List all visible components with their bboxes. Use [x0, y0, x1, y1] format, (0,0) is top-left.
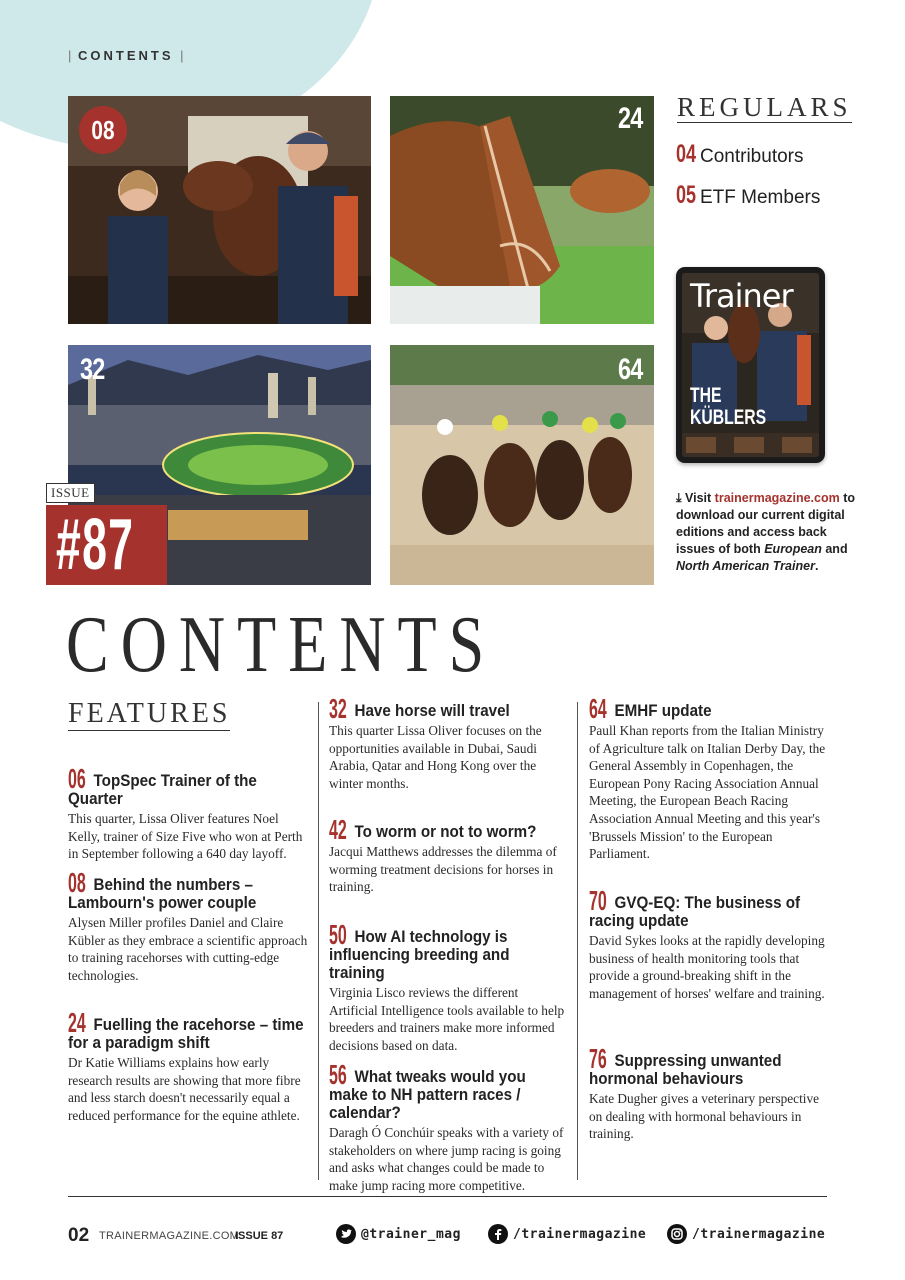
regular-label: Contributors — [700, 146, 804, 167]
instagram-handle: /trainermagazine — [692, 1226, 826, 1242]
tablet-cover-headline: THE KÜBLERS — [690, 384, 767, 429]
regular-page-number: 05 — [676, 181, 697, 209]
footer-issue: ISSUE 87 — [235, 1230, 284, 1242]
issue-number-badge: #87 — [46, 505, 167, 585]
article-06[interactable]: 06 TopSpec Trainer of the Quarter This quarter, Lissa Oliver features Noel Kelly, trainer of Size Five who won at Perth in September following a 640 day layoff. — [68, 763, 303, 862]
article-32[interactable]: 32 Have horse will travel This quarter Lissa Oliver focuses on the opportunities available in Dubai, Saudi Arabia, Qatar and Hong Kong over the winter months. — [329, 693, 542, 791]
column-divider — [577, 702, 578, 1180]
twitter-icon — [336, 1224, 356, 1244]
article-76[interactable]: 76 Suppressing unwanted hormonal behaviours Kate Dugher gives a veterinary perspective on dealing with hormonal behaviours in training. — [589, 1043, 820, 1142]
tablet-cover-title: Trainer — [690, 277, 793, 315]
regulars-title: REGULARS — [677, 92, 852, 122]
regular-label: ETF Members — [700, 187, 821, 208]
article-70[interactable]: 70 GVQ-EQ: The business of racing update David Sykes looks at the rapidly developing business of health monitoring tools that provide a ground-breaking shift in the management of horses' welfare and training. — [589, 885, 825, 1001]
facebook-handle: /trainermagazine — [513, 1226, 647, 1242]
footer-page-number: 02 — [68, 1225, 90, 1246]
page-badge-32: 32 — [80, 353, 105, 386]
issue-label: ISSUE — [46, 483, 95, 503]
photo-beach-racing[interactable] — [390, 345, 654, 585]
social-instagram[interactable] — [667, 1224, 825, 1244]
regular-item-etf-members[interactable] — [676, 181, 820, 210]
photo-trainers-with-horse[interactable] — [68, 96, 371, 324]
website-link[interactable]: trainermagazine.com — [714, 491, 840, 505]
section-header: | CONTENTS | — [68, 48, 184, 63]
facebook-icon — [488, 1224, 508, 1244]
article-50[interactable]: 50 How AI technology is influencing breeding and training Virginia Lisco reviews the different Artificial Intelligence tools available to help breeders and trainers make more informed decisions based on data. — [329, 919, 565, 1053]
article-56[interactable]: 56 What tweaks would you make to NH pattern races / calendar? Daragh Ó Conchúir speaks with a variety of stakeholders on where jump racing is going and asks what changes could be made to make jump racing more competitive. — [329, 1059, 564, 1193]
article-42[interactable]: 42 To worm or not to worm? Jacqui Matthews addresses the dilemma of worming treatment decisions for horses in training. — [329, 814, 557, 895]
regular-page-number: 04 — [676, 140, 697, 168]
page-title: CONTENTS — [66, 601, 497, 689]
column-divider — [318, 702, 319, 1180]
tablet-magazine-cover[interactable] — [676, 267, 825, 463]
page-badge-64: 64 — [618, 353, 643, 386]
social-facebook[interactable] — [488, 1224, 646, 1244]
twitter-handle: @trainer_mag — [361, 1226, 461, 1242]
visit-blurb: ⤓ Visit trainermagazine.com to download our current digital editions and access back issues of both European and North American Trainer. — [676, 491, 856, 573]
features-title: FEATURES — [68, 698, 231, 729]
article-08[interactable]: 08 Behind the numbers – Lambourn's power couple Alysen Miller profiles Daniel and Claire Kübler as they embrace a scientific approach to training racehorses with cutting-edge technologies. — [68, 867, 308, 983]
page-badge-24: 24 — [618, 102, 643, 135]
instagram-icon — [667, 1224, 687, 1244]
regular-item-contributors[interactable] — [676, 140, 804, 169]
social-twitter[interactable] — [336, 1224, 461, 1244]
article-24[interactable]: 24 Fuelling the racehorse – time for a paradigm shift Dr Katie Williams explains how early research results are showing that more fibre and less starch doesn't necessarily equal a reduced performance for the equine athlete. — [68, 1007, 304, 1123]
photo-horse-grazing[interactable] — [390, 96, 654, 324]
article-64[interactable]: 64 EMHF update Paull Khan reports from the Italian Ministry of Agriculture talk on Italian Derby Day, the General Assembly in Copenhagen, the European Pony Racing Association Annual Meeting, the European Beach Racing Association Annual Meeting and this year's 'Brussels Mission' to the European Parliament. — [589, 693, 826, 862]
download-icon: ⤓ — [676, 491, 682, 505]
page-badge-08: 08 — [79, 106, 127, 154]
footer-site[interactable]: TRAINERMAGAZINE.COM — [99, 1230, 240, 1242]
footer-divider — [68, 1196, 827, 1197]
